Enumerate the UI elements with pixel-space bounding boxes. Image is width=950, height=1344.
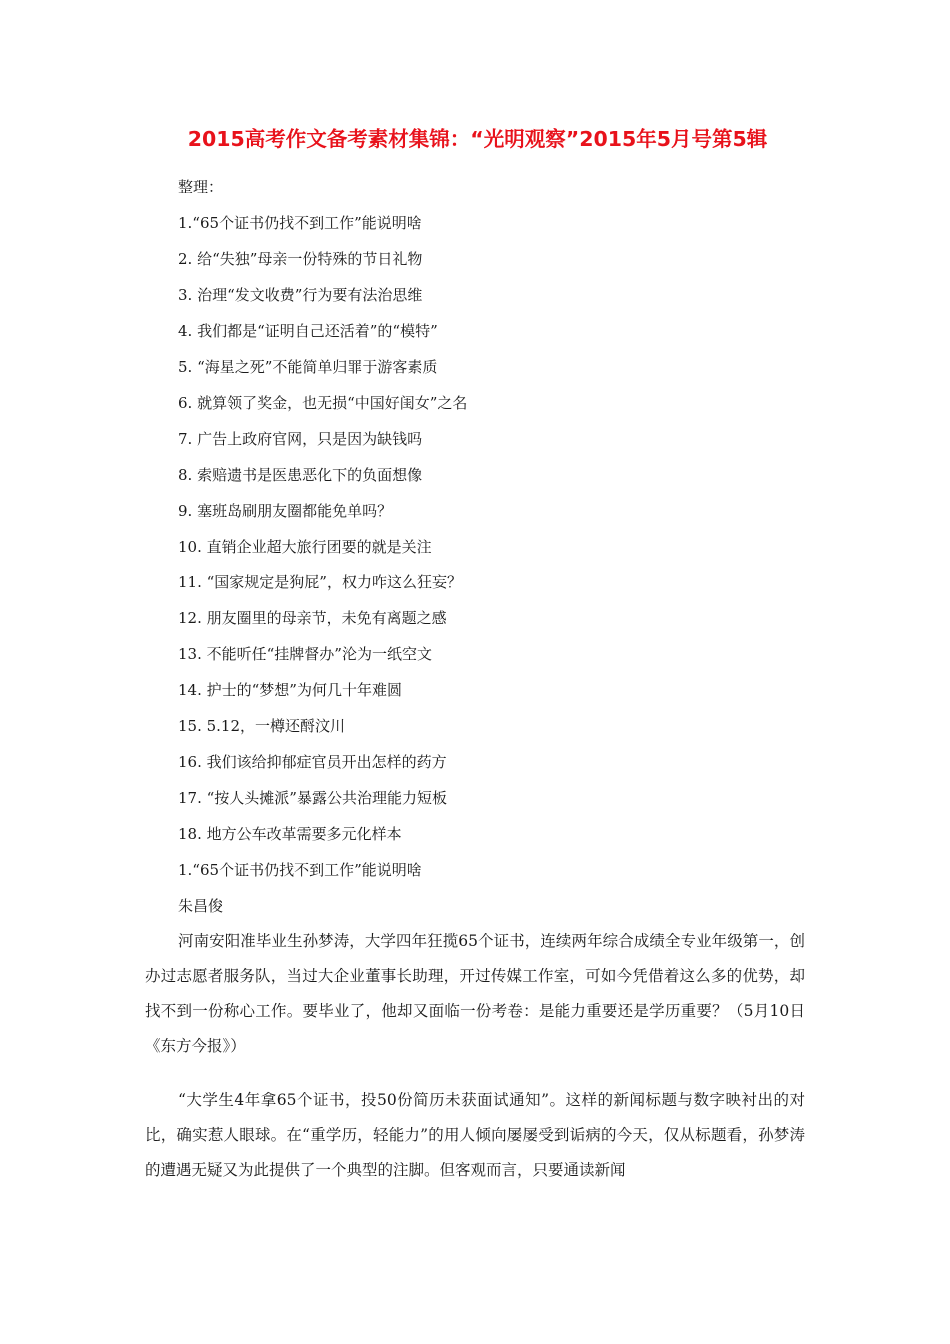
toc-item: 6. 就算领了奖金，也无损“中国好闺女”之名 (178, 394, 468, 412)
toc-item: 9. 塞班岛刷朋友圈都能免单吗？ (178, 502, 393, 520)
toc-item: 10. 直销企业超大旅行团要的就是关注 (178, 538, 432, 556)
toc-item: 1.“65个证书仍找不到工作”能说明啥 (178, 214, 422, 232)
toc-item: 12. 朋友圈里的母亲节，未免有离题之感 (178, 609, 447, 627)
compiler-label: 整理： (178, 178, 224, 196)
article-paragraph: “大学生4年拿65个证书，投50份简历未获面试通知”。这样的新闻标题与数字映衬出的对比，确实惹人眼球。在“重学历，轻能力”的用人倾向屡屡受到诟病的今天，仅从标题看，孙梦涛的遭遇无疑又为此提供了一个典型的注脚。但客观而言，只要通读新闻 (145, 1091, 805, 1179)
toc-item: 2. 给“失独”母亲一份特殊的节日礼物 (178, 250, 423, 268)
toc-item: 16. 我们该给抑郁症官员开出怎样的药方 (178, 753, 447, 771)
toc-item: 8. 索赔遗书是医患恶化下的负面想像 (178, 466, 423, 484)
toc-item: 4. 我们都是“证明自己还活着”的“模特” (178, 322, 438, 340)
toc-item: 13. 不能听任“挂牌督办”沦为一纸空文 (178, 645, 432, 663)
article-paragraph: 河南安阳准毕业生孙梦涛，大学四年狂揽65个证书，连续两年综合成绩全专业年级第一，创办过志愿者服务队，当过大企业董事长助理，开过传媒工作室，可如今凭借着这么多的优势，却找不到一份称心工作。要毕业了，他却又面临一份考卷：是能力重要还是学历重要？（5月10日《东方今报》） (145, 932, 805, 1055)
document-title: 2015高考作文备考素材集锦：“光明观察”2015年5月号第5辑 (187, 127, 768, 151)
toc-item: 7. 广告上政府官网，只是因为缺钱吗 (178, 430, 423, 448)
toc-item: 17. “按人头摊派”暴露公共治理能力短板 (178, 789, 447, 807)
toc-item: 18. 地方公车改革需要多元化样本 (178, 825, 402, 843)
toc-item: 14. 护士的“梦想”为何几十年难圆 (178, 681, 402, 699)
toc-item: 5. “海星之死”不能简单归罪于游客素质 (178, 358, 438, 376)
toc-item: 3. 治理“发文收费”行为要有法治思维 (178, 286, 423, 304)
toc-item: 11. “国家规定是狗屁”，权力咋这么狂妄？ (178, 573, 462, 591)
toc-item: 15. 5.12，一樽还酹汶川 (178, 717, 346, 735)
article-heading: 1.“65个证书仍找不到工作”能说明啥 (178, 861, 422, 879)
article-author: 朱昌俊 (178, 897, 224, 915)
